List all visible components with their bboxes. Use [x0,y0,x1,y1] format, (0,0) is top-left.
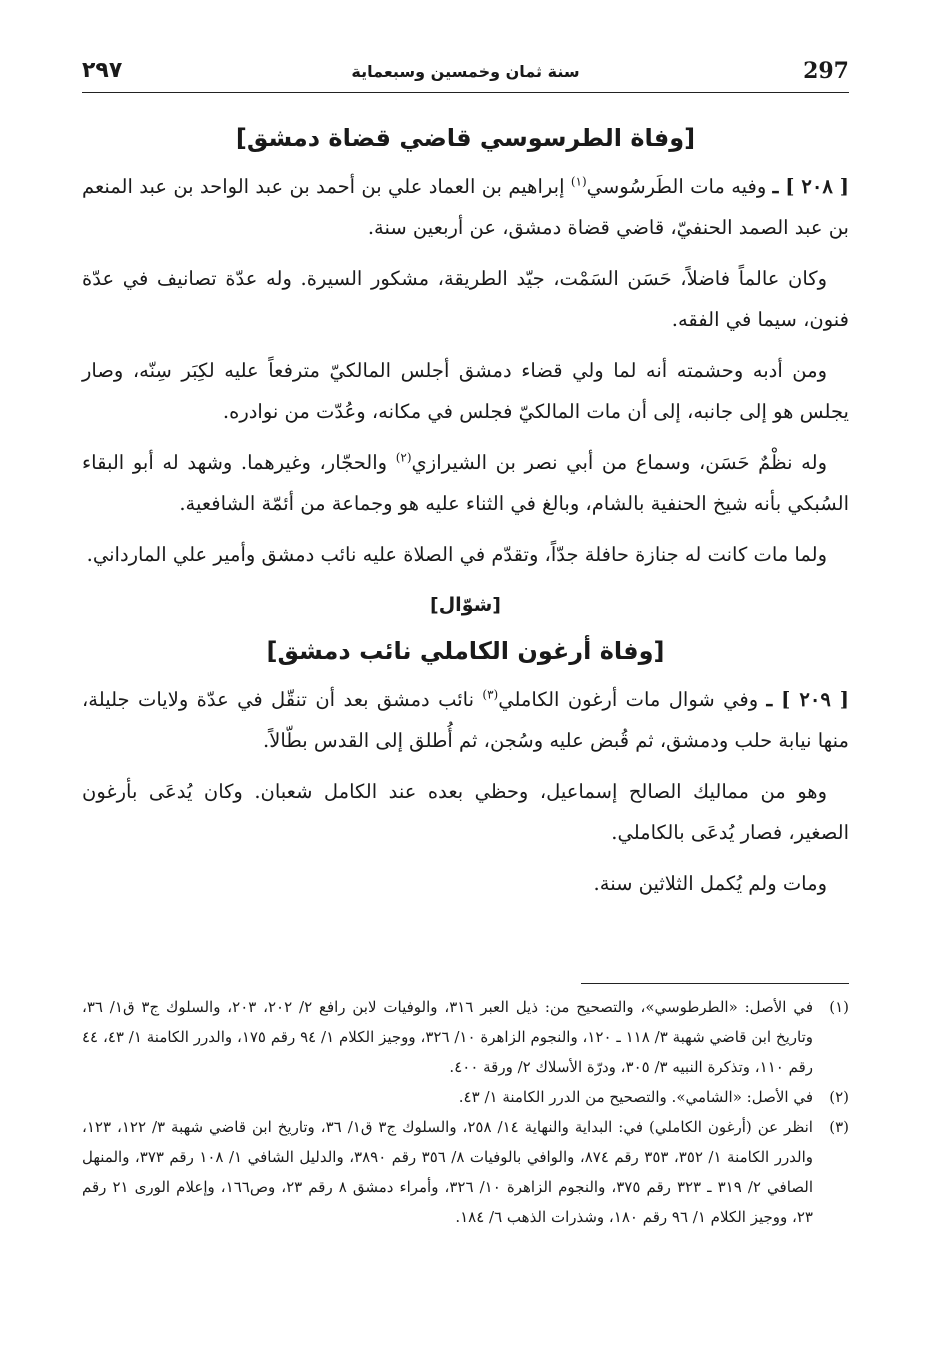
footnote-mark: (١) [829,998,849,1016]
entry-209-paragraph-3: ومات ولم يُكمل الثلاثين سنة. [593,872,827,895]
main-text [82,112,849,914]
paragraph-text: نائب دمشق بعد أن تنقّل في عدّة ولايات جليلة، منها نيابة حلب ودمشق، ثم قُبض عليه وسُجن، ثم أُطلق إلى القدس بطّالاً. [82,688,849,752]
paragraph-text: وفي شوال مات أرغون الكاملي [498,688,759,711]
entry-208-paragraph-2: وكان عالماً فاضلاً، حَسَن السَمْت، جيّد الطريقة، مشكور السيرة. وله عدّة تصانيف في عدّة فنون، سيما في الفقه. [82,267,849,331]
running-header [82,58,849,93]
entry-number: [ ٢٠٩ ] ـ [766,688,849,711]
entry-208-paragraph-3: ومن أدبه وحشمته أنه لما ولي قضاء دمشق أجلس المالكيّ مترفعاً عليه لكِبَر سِنّه، وصار يجلس هو إلى جانبه، إلى أن مات المالكيّ فجلس في مكانه، وعُدّت من نوادره. [82,359,849,423]
entry-209-paragraph-1 [82,679,849,761]
paragraph-text: وله نظْمٌ حَسَن، وسماع من أبي نصر بن الشيرازي [411,451,827,474]
entry-208-paragraph-5: ولما مات كانت له جنازة حافلة جدّاً، وتقدّم في الصلاة عليه نائب دمشق وأمير علي المارداني. [86,543,827,566]
footnote-text: انظر عن (أرغون الكاملي) في: البداية والنهاية ١٤/ ٢٥٨، والسلوك ج٣ ق١/ ٣٦، وتاريخ ابن قاضي شهبة ٣/ ١٢٢، ١٢٣، والدرر الكامنة ١/ ٣٥٢، ٣٥٣ رقم ٨٧٤، والوافي بالوفيات ٨/ ٣٥٦ رقم ٣٨٩٠، والدليل الشافي ١/ ١٠٨ رقم ٣٧٣، والمنهل الصافي ٢/ ٣١٩ ـ ٣٢٣ رقم ٣٧٥، والنجوم الزاهرة ١٠/ ٣٢٦، وأمراء دمشق ٨ رقم ٢٣، وص١٦٦، وإعلام الورى ٢١ رقم ٢٣، ووجيز الكلام ١/ ٩٦ رقم ١٨٠، وشذرات الذهب ٦/ ١٨٤. [82,1118,814,1226]
footnote-item [82,992,849,1082]
footnote-ref[interactable]: (٣) [482,687,499,702]
entry-209-paragraph-2: وهو من مماليك الصالح إسماعيل، وحظي بعده عند الكامل شعبان. وكان يُدعَى بأرغون الصغير، فصار يُدعَى بالكاملي. [82,780,849,844]
footnote-divider [581,983,849,984]
section-heading-2: [وفاة أرغون الكاملي نائب دمشق] [266,637,665,665]
footnote-text: في الأصل: «الطرطوسي»، والتصحيح من: ذيل العبر ٣١٦، والوفيات لابن رافع ٢/ ٢٠٢، ٢٠٣، والسلوك ج٣ ق١/ ٣٦، وتاريخ ابن قاضي شهبة ٣/ ١١٨ ـ ١٢٠، والنجوم الزاهرة ١٠/ ٣٢٦، ووجيز الكلام ١/ ٩٤ رقم ١٧٥، والدرر الكامنة ١/ ٤٣، ٤٤ رقم ١١٠، وتذكرة النبيه ٣/ ٣٠٥، ودرّة الأسلاك ٢/ ورقة ٤٠٠. [82,998,814,1076]
section-heading-1: [وفاة الطرسوسي قاضي قضاة دمشق] [235,124,696,152]
footnotes [82,992,849,1232]
footnote-mark: (٣) [829,1118,849,1136]
footnote-item [82,1082,849,1112]
page-number-latin: 297 [803,58,849,84]
footnote-text: في الأصل: «الشامي». والتصحيح من الدرر الكامنة ١/ ٤٣. [458,1088,813,1106]
footnote-ref[interactable]: (١) [570,174,587,189]
page-number-arabic: ٢٩٧ [82,58,123,83]
entry-208-paragraph-4 [82,442,849,524]
paragraph-text: وفيه مات الطَرسُوسي [586,175,767,198]
entry-number: [ ٢٠٨ ] ـ [772,175,849,198]
footnote-item [82,1112,849,1232]
footnote-ref[interactable]: (٢) [395,450,412,465]
running-title: سنة ثمان وخمسين وسبعماية [351,62,580,81]
month-subheading: [شوّال] [430,594,501,616]
footnote-mark: (٢) [829,1088,849,1106]
paragraph-text: والحجّار، وغيرهما. وشهد له أبو البقاء السُبكي بأنه شيخ الحنفية بالشام، وبالغ في الثناء عليه هو وجماعة من أئمّة الشافعية. [82,451,849,515]
paragraph-text: إبراهيم بن العماد علي بن أحمد بن عبد الواحد بن عبد المنعم بن عبد الصمد الحنفيّ، قاضي قضاة دمشق، عن أربعين سنة. [82,175,849,239]
entry-208-paragraph-1 [82,166,849,248]
